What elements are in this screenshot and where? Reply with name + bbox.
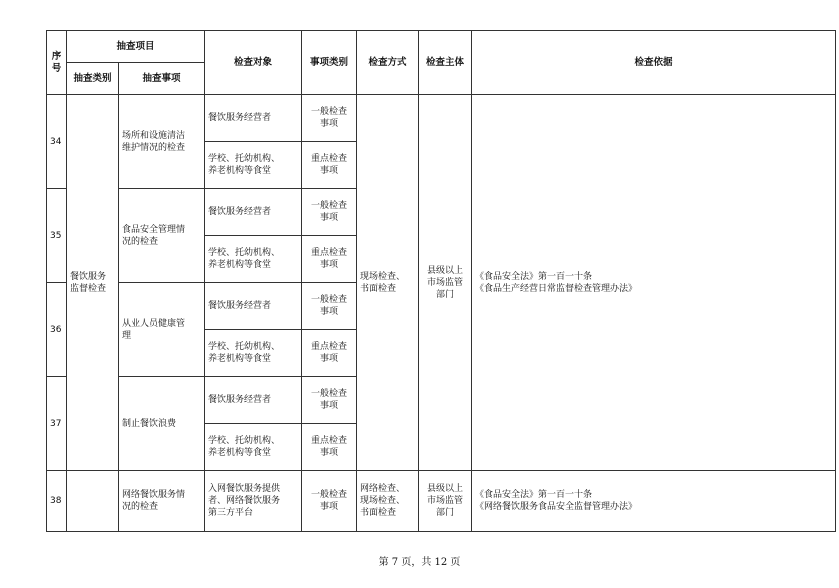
check-object-cell: 餐饮服务经营者 (205, 377, 302, 424)
matter-type-cell: 重点检查 事项 (302, 424, 357, 471)
check-matter-cell: 从业人员健康管 理 (119, 283, 205, 377)
header-check-matter: 抽查事项 (119, 63, 205, 95)
matter-type-cell: 一般检查 事项 (302, 377, 357, 424)
header-check-method: 检查方式 (357, 31, 419, 95)
check-object-cell: 入网餐饮服务提供 者、网络餐饮服务 第三方平台 (205, 471, 302, 532)
check-object-cell: 餐饮服务经营者 (205, 95, 302, 142)
row-number: 34 (47, 95, 67, 189)
check-object-cell: 餐饮服务经营者 (205, 283, 302, 330)
header-check-category: 抽查类别 (67, 63, 119, 95)
check-matter-cell: 制止餐饮浪费 (119, 377, 205, 471)
check-category-cell-empty (67, 471, 119, 532)
header-seq: 序 号 (47, 31, 67, 95)
matter-type-cell: 重点检查 事项 (302, 236, 357, 283)
page-footer: 第 7 页，共 12 页 (378, 557, 461, 568)
header-check-basis: 检查依据 (472, 31, 836, 95)
header-check-subject: 检查主体 (419, 31, 472, 95)
check-matter-cell: 食品安全管理情 况的检查 (119, 189, 205, 283)
matter-type-cell: 重点检查 事项 (302, 142, 357, 189)
table-row (47, 471, 836, 532)
row-number: 35 (47, 189, 67, 283)
check-object-cell: 学校、托幼机构、 养老机构等食堂 (205, 236, 302, 283)
check-method-cell: 网络检查、 现场检查、 书面检查 (357, 471, 419, 532)
inspection-table (46, 30, 836, 532)
header-check-object: 检查对象 (205, 31, 302, 95)
check-basis-cell: 《食品安全法》第一百一十条 《食品生产经营日常监督检查管理办法》 (472, 95, 836, 471)
check-matter-cell: 场所和设施清洁 维护情况的检查 (119, 95, 205, 189)
header-matter-type: 事项类别 (302, 31, 357, 95)
check-object-cell: 学校、托幼机构、 养老机构等食堂 (205, 424, 302, 471)
check-matter-cell: 网络餐饮服务情 况的检查 (119, 471, 205, 532)
matter-type-cell: 一般检查 事项 (302, 471, 357, 532)
table-row (47, 95, 836, 142)
check-subject-cell: 县级以上 市场监管 部门 (419, 95, 472, 471)
matter-type-cell: 一般检查 事项 (302, 283, 357, 330)
matter-type-cell: 重点检查 事项 (302, 330, 357, 377)
check-subject-cell: 县级以上 市场监管 部门 (419, 471, 472, 532)
row-number: 37 (47, 377, 67, 471)
check-object-cell: 学校、托幼机构、 养老机构等食堂 (205, 330, 302, 377)
check-basis-cell: 《食品安全法》第一百一十条 《网络餐饮服务食品安全监督管理办法》 (472, 471, 836, 532)
matter-type-cell: 一般检查 事项 (302, 95, 357, 142)
matter-type-cell: 一般检查 事项 (302, 189, 357, 236)
row-number: 36 (47, 283, 67, 377)
header-check-item: 抽查项目 (67, 31, 205, 63)
row-number: 38 (47, 471, 67, 532)
check-object-cell: 学校、托幼机构、 养老机构等食堂 (205, 142, 302, 189)
check-method-cell: 现场检查、 书面检查 (357, 95, 419, 471)
check-category-cell: 餐饮服务 监督检查 (67, 95, 119, 471)
check-object-cell: 餐饮服务经营者 (205, 189, 302, 236)
